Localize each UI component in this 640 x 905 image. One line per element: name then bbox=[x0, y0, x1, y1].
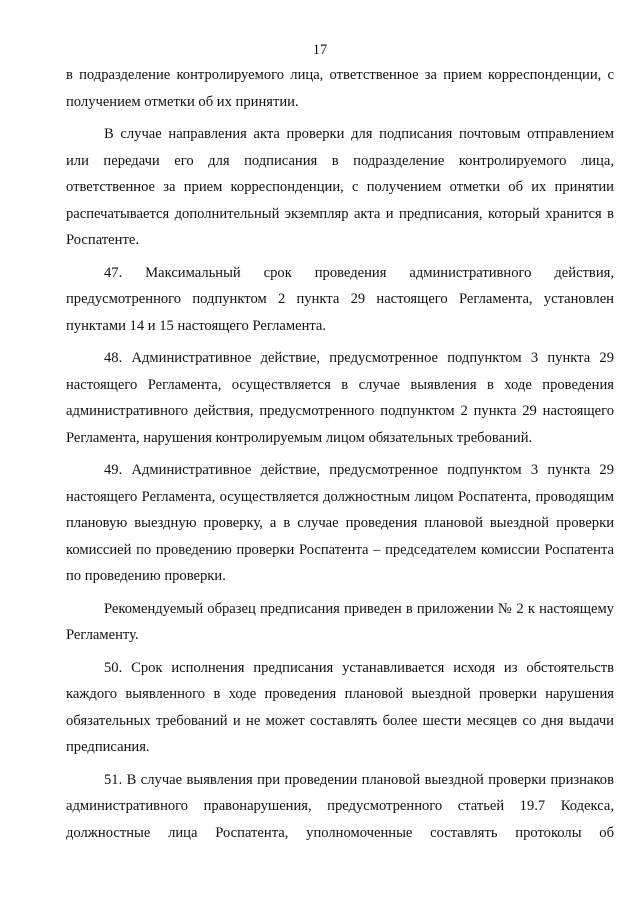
paragraph-act-signing: В случае направления акта проверки для подписания почтовым отправлением или передачи его для подписания в подразделение контролируемого лица, ответственное за прием корреспонденции, с получением отметки об их принятии распечатывается дополнительный экземпляр акта и предписания, который хранится в Роспатенте. bbox=[66, 126, 614, 248]
paragraph-49: 49. Административное действие, предусмотренное подпунктом 3 пункта 29 настоящего Регламента, осуществляется должностным лицом Роспатента, проводящим плановую выездную проверку, а в случае проведения плановой выездной проверки комиссией по проведению проверки Роспатента – председателем комиссии Роспатента по проведению проверки. bbox=[66, 462, 614, 584]
paragraph-47: 47. Максимальный срок проведения административного действия, предусмотренного подпунктом 2 пункта 29 настоящего Регламента, установлен пунктами 14 и 15 настоящего Регламента. bbox=[66, 264, 614, 334]
paragraph-48: 48. Административное действие, предусмотренное подпунктом 3 пункта 29 настоящего Регламента, осуществляется в случае выявления в ходе проведения административного действия, предусмотренного подпунктом 2 пункта 29 настоящего Регламента, нарушения контролируемым лицом обязательных требований. bbox=[66, 350, 614, 446]
page-number: 17 bbox=[312, 42, 328, 58]
paragraph-recommended-sample: Рекомендуемый образец предписания приведен в приложении № 2 к настоящему Регламенту. bbox=[66, 600, 614, 643]
paragraph-continuation: в подразделение контролируемого лица, ответственное за прием корреспонденции, с получением отметки об их принятии. bbox=[66, 67, 614, 110]
paragraph-51: 51. В случае выявления при проведении плановой выездной проверки признаков административного правонарушения, предусмотренного статьей 19.7 Кодекса, должностные лица Роспатента, уполномоченные составлять протоколы об bbox=[66, 771, 614, 841]
document-body bbox=[66, 62, 614, 846]
paragraph-50: 50. Срок исполнения предписания устанавливается исходя из обстоятельств каждого выявленного в ходе проведения плановой выездной проверки нарушения обязательных требований и не может составлять более шести месяцев со дня выдачи предписания. bbox=[66, 659, 614, 755]
